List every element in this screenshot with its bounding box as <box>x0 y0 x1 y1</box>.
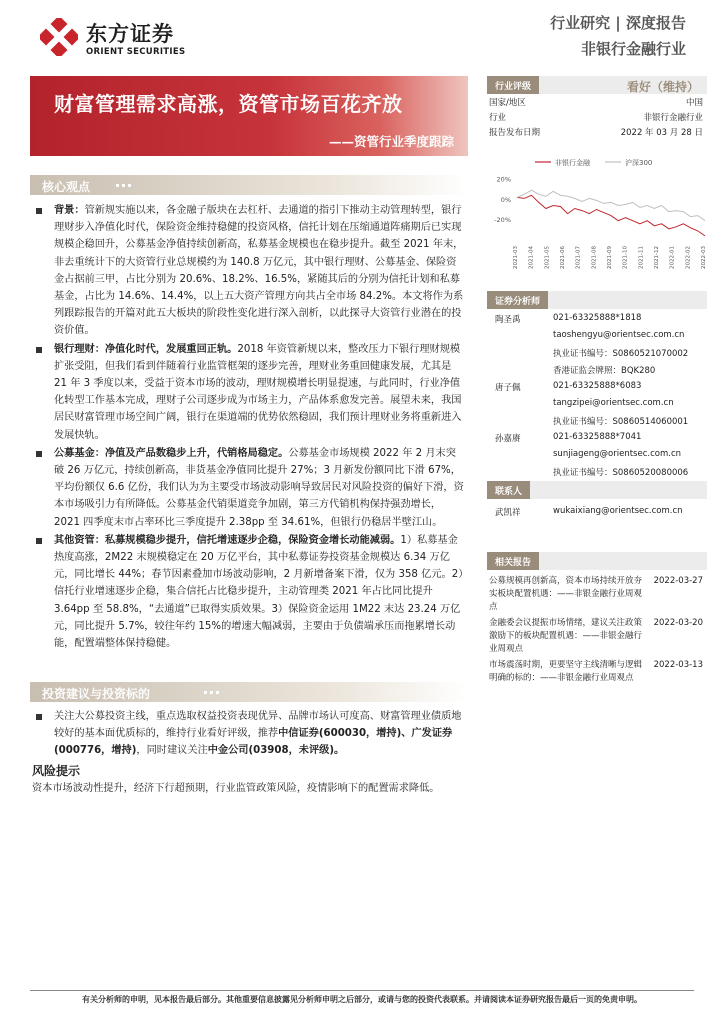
core-section-header <box>30 175 468 195</box>
x-tick-label: 2021-03 <box>513 246 519 269</box>
analyst-detail: 香港证监会牌照：BQK280 <box>553 366 656 376</box>
analyst-detail: 021-63325888*6083 <box>553 381 642 391</box>
analyst-detail: 执业证书编号：S0860514060001 <box>553 417 689 427</box>
related-report-title[interactable]: 市场震荡时期，更要坚守主线清晰与逻辑明确的标的：——非银金融行业周观点 <box>489 660 643 683</box>
legend-label-hs300: 沪深300 <box>625 159 653 167</box>
x-tick-label: 2022-03 <box>701 246 707 269</box>
contact-row <box>487 503 707 520</box>
core-point-head: 银行理财： <box>54 343 105 355</box>
info-row <box>487 124 707 139</box>
invest-watch: 中金公司(03908，未评级)。 <box>207 745 345 757</box>
x-tick-label: 2021-10 <box>622 246 629 269</box>
related-report-date: 2022-03-20 <box>653 618 703 628</box>
analyst-header <box>487 291 707 309</box>
related-report-item[interactable] <box>487 575 707 617</box>
core-point-head: 背景： <box>54 205 85 216</box>
invest-bullets <box>32 708 464 760</box>
title-banner <box>30 76 468 156</box>
x-tick-label: 2021-11 <box>638 246 645 269</box>
x-tick-label: 2021-04 <box>528 246 535 269</box>
company-logo <box>40 14 200 64</box>
core-point <box>32 445 464 531</box>
info-value: 2022 年 03 月 28 日 <box>620 128 703 138</box>
invest-text-pre: 关注大公募投资主线，重点选取权益投资表现优异、品牌市场认可度高、财富管理业债质地较好的基本面优质标的，维持行业看好评级，推荐 <box>54 711 462 740</box>
report-subtitle: ——资管行业季度跟踪 <box>328 134 454 149</box>
analyst-detail: 执业证书编号：S0860521070002 <box>553 349 689 359</box>
invest-point <box>32 708 464 760</box>
invest-section-header <box>30 682 468 702</box>
core-point-head: 其他资管： <box>54 534 105 546</box>
analyst-row <box>487 378 707 395</box>
related-report-date: 2022-03-27 <box>653 576 703 586</box>
x-tick-label: 2021-07 <box>575 246 582 269</box>
x-tick-label: 2022-02 <box>685 246 692 269</box>
info-key: 报告发布日期 <box>489 128 541 138</box>
core-point-text: 2018 年资管新规以来，整改压力下银行理财规模扩张受阻，但我们看到伴随着行业监管框架的逐步完善，理财业务重回健康发展，尤其是 21 年 3 季度以来，受益于资本市场的波动，理财规模增长明显提速，与此同时，行业净值化转型工作基本完成，理财子公司逐步成为市场主力，产品体系愈发完善。展望未来，我国居民财富管理市场空间广阔，银行在渠道端的优势依然稳固，我们预计理财业务将重新进入发展快轨。 <box>54 343 462 441</box>
analyst-row <box>487 327 707 344</box>
info-key: 行业 <box>489 113 507 123</box>
report-type: 行业研究 | 深度报告 <box>550 14 686 32</box>
analyst-name: 陶圣禹 <box>495 315 521 325</box>
y-axis <box>494 176 511 225</box>
analyst-detail[interactable]: tangzipei@orientsec.com.cn <box>553 398 674 408</box>
analyst-row <box>487 310 707 327</box>
core-point-text: 公募基金市场规模 2022 年 2 月末突破 26 万亿元，持续创新高，非货基金净值同比提升 27%；3 月新发份额同比下滑 67%，平均份额仅 6.6 亿份，我们认为为主要受市场波动影响导致居民对风险投资的偏好下滑，资本市场吸引力有所降低。公募基金代销渠道竞争加剧，第三方代销机构保持强劲增长，2021 四季度末市占率环比三季度提升 2.38pp 至 34.61%，但银行仍稳居半壁江山。 <box>54 447 464 528</box>
x-tick-label: 2021-12 <box>654 246 660 269</box>
info-value: 中国 <box>685 98 703 108</box>
risk-title: 风险提示 <box>32 764 81 778</box>
core-point <box>32 202 464 340</box>
orient-logo-icon <box>40 18 78 56</box>
invest-text-mid: ，同时建议关注 <box>136 745 208 757</box>
x-tick-label: 2021-08 <box>591 246 598 269</box>
analyst-row <box>487 361 707 378</box>
contact-email[interactable]: wukaixiang@orientsec.com.cn <box>553 506 683 516</box>
analyst-row <box>487 429 707 446</box>
related-report-item[interactable] <box>487 659 707 701</box>
contact-list <box>487 503 707 520</box>
analyst-detail[interactable]: sunjiageng@orientsec.com.cn <box>553 449 681 459</box>
rating-box <box>487 76 707 139</box>
invest-recommend: 中信证券(600030，增持)、广发证券(000776，增持) <box>54 728 453 757</box>
contact-name: 武凯祥 <box>495 508 521 518</box>
analyst-label: 证券分析师 <box>487 291 548 309</box>
info-value: 非银行金融行业 <box>643 113 703 123</box>
logo-english-name: ORIENT SECURITIES <box>86 47 186 57</box>
related-report-title[interactable]: 金融委会议提振市场情绪，建议关注政策激励下的板块配置机遇：——非银金融行业周观点 <box>489 618 643 654</box>
rating-label: 行业评级 <box>487 76 539 94</box>
analyst-row <box>487 446 707 463</box>
related-report-date: 2022-03-13 <box>653 660 703 670</box>
analyst-name: 孙嘉赓 <box>495 434 521 444</box>
core-point <box>32 341 464 444</box>
related-header <box>487 552 707 570</box>
core-point-bold: 净值化时代，发展重回正轨。 <box>104 343 238 355</box>
series-line-0 <box>517 195 705 236</box>
y-tick-label: -20% <box>494 216 511 225</box>
related-reports <box>487 575 707 701</box>
x-tick-label: 2021-06 <box>560 246 566 269</box>
chart-legend <box>535 158 652 167</box>
related-report-title[interactable]: 公募规模再创新高，资本市场持续开放夯实板块配置机遇：——非银金融行业周观点 <box>489 576 643 612</box>
core-point-bold: 私募规模稳步提升，信托增速逐步企稳，保险资金增长动能减弱。 <box>104 534 401 546</box>
analyst-row <box>487 395 707 412</box>
contact-label: 联系人 <box>487 481 530 499</box>
rating-bar <box>487 76 707 94</box>
x-tick-label: 2021-09 <box>607 246 613 269</box>
footer-disclaimer: 有关分析师的申明，见本报告最后部分。其他重要信息披露见分析师申明之后部分，或请与您的投资代表联系。并请阅读本证券研究报告最后一页的免责申明。 <box>82 995 642 1004</box>
analyst-detail: 021-63325888*7041 <box>553 432 642 442</box>
related-report-item[interactable] <box>487 617 707 659</box>
x-tick-label: 2021-05 <box>544 246 551 269</box>
core-point-head: 公募基金： <box>54 447 105 459</box>
analyst-row <box>487 412 707 429</box>
core-point-bold: 净值及产品数稳步上升，代销格局稳定。 <box>104 447 289 459</box>
analyst-name: 唐子佩 <box>495 383 521 393</box>
analyst-detail: 执业证书编号：S0860520080006 <box>553 468 689 478</box>
risk-text: 资本市场波动性提升，经济下行超预期，行业监管政策风险，疫情影响下的配置需求降低。 <box>32 783 440 794</box>
info-row <box>487 109 707 124</box>
report-title: 财富管理需求高涨，资管市场百花齐放 <box>54 92 403 116</box>
legend-label-nonbank: 非银行金融 <box>555 159 590 167</box>
core-bullets <box>32 202 464 652</box>
core-point-text: 管新规实施以来，各金融子版块在去杠杆、去通道的指引下推动主动管理转型，银行理财步入净值化时代，保险资金维持稳健的投资风格，信托计划在压缩通道阵痛期后已实现规模企稳回升，公募基金净值持续创新高，私募基金规模也在稳步提升。截至 2021 年末，非去重统计下的大资管行业总规模约为 140.8 万亿元，其中银行理财、公募基金、保险资金占据前三甲，占比分别为 20.6%、18.2%、16.5%，紧随其后的分别为信托计划和私募基金，占比为 14.6%、14.4%，以上五大资产管理方向共占全市场 84.2%。本文将作为系列跟踪报告的开篇对此五大板块的阶段性变化进行深入剖析，以此探寻大资管行业潜在的投资价值。 <box>54 205 464 337</box>
y-tick-label: 20% <box>496 175 511 184</box>
core-point-text: 1）私募基金热度高涨，2M22 末规模稳定在 20 万亿平台，其中私募证券投资基金规模达 6.34 万亿元，同比增长 44%；春节因素叠加市场波动影响，2 月新增备案下滑，仅为 358 亿元。2）信托行业增速逐步企稳，集合信托占比稳步提升，主动管理类 2021 年占比同比提升 3.64pp 至 58.8%，“去通道”已取得实质效果。3）保险资金运用 1M22 末达 23.24 万亿元，同比提升 5.7%，较往年约 15%的增速大幅减弱，主要由于负债端承压而拖累增长动能，配置端整体保持稳健。 <box>54 534 464 650</box>
info-key: 国家/地区 <box>489 98 526 108</box>
performance-chart <box>487 152 711 270</box>
chart-lines <box>517 190 705 236</box>
analyst-row <box>487 344 707 361</box>
related-label: 相关报告 <box>487 552 539 570</box>
analyst-detail[interactable]: taoshengyu@orientsec.com.cn <box>553 330 685 340</box>
industry-name: 非银行金融行业 <box>580 40 686 58</box>
y-tick-label: 0% <box>500 195 511 204</box>
analyst-list <box>487 310 707 480</box>
x-tick-label: 2022-01 <box>669 246 676 269</box>
invest-section-title: 投资建议与投资标的 <box>42 687 151 701</box>
analyst-detail: 021-63325888*1818 <box>553 313 642 323</box>
x-axis <box>513 246 707 269</box>
info-row <box>487 94 707 109</box>
analyst-row <box>487 463 707 480</box>
footer-divider <box>30 990 694 991</box>
rating-value: 看好（维持） <box>626 80 699 94</box>
logo-chinese-name: 东方证券 <box>86 22 174 46</box>
core-section-title: 核心观点 <box>42 180 91 194</box>
core-point <box>32 532 464 652</box>
contact-header <box>487 481 707 499</box>
